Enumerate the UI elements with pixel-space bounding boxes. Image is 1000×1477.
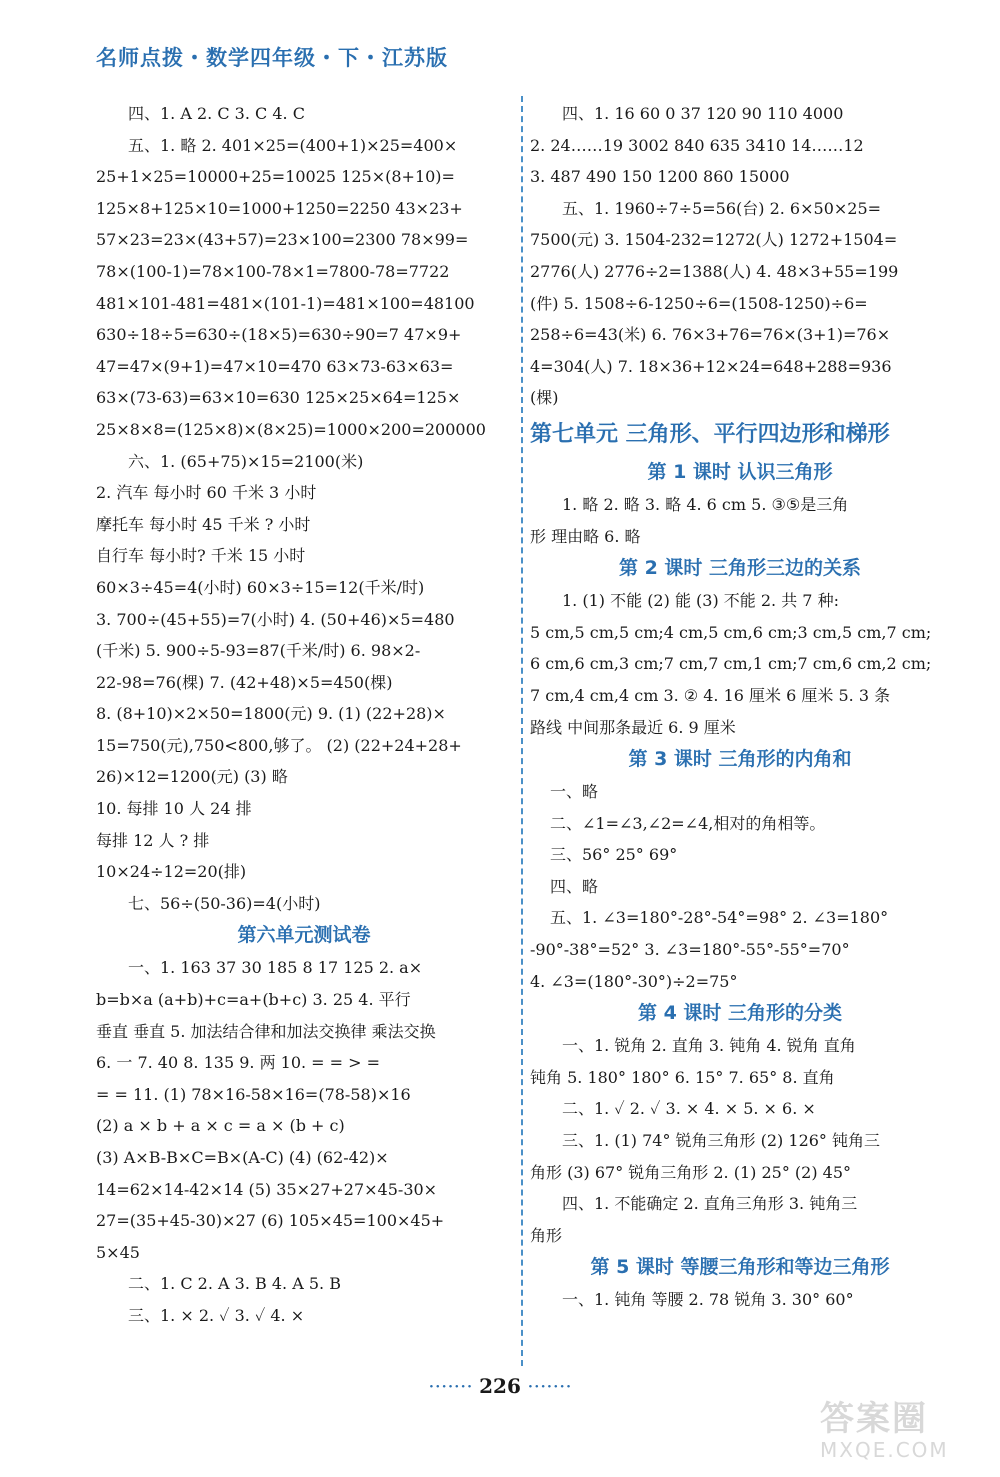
answer-line: 五、1. ∠3=180°-28°-54°=98° 2. ∠3=180° [550, 908, 889, 928]
answer-line: 一、1. 163 37 30 185 8 17 125 2. a× [128, 958, 423, 978]
answer-line: 3. 487 490 150 1200 860 15000 [530, 167, 790, 187]
answer-line: 1. 略 2. 略 3. 略 4. 6 cm 5. ③⑤是三角 [562, 494, 849, 514]
answer-line: 四、1. A 2. C 3. C 4. C [128, 104, 305, 123]
watermark-title: 答案圈 [820, 1399, 928, 1439]
answer-line: 三、1. × 2. ✓ 3. ✓ 4. × [128, 1305, 305, 1325]
answer-line: 1. (1) 不能 (2) 能 (3) 不能 2. 共 7 种: [562, 591, 839, 611]
answer-line: 一、1. 锐角 2. 直角 3. 钝角 4. 锐角 直角 [562, 1036, 856, 1056]
footer-dots-right: ······· [527, 1374, 572, 1398]
answer-line: 垂直 垂直 5. 加法结合律和加法交换律 乘法交换 [96, 1021, 436, 1041]
answer-line: 26)×12=1200(元) (3) 略 [96, 767, 288, 787]
unit-heading: 第七单元 三角形、平行四边形和梯形 [530, 421, 890, 447]
answer-line: (千米) 5. 900÷5-93=87(千米/时) 6. 98×2- [96, 641, 421, 661]
answer-line: 四、1. 不能确定 2. 直角三角形 3. 钝角三 [562, 1194, 858, 1214]
answer-line: 四、略 [550, 876, 599, 896]
answer-line: 78×(100-1)=78×100-78×1=7800-78=7722 [96, 261, 450, 281]
answer-line: 15=750(元),750<800,够了。 (2) (22+24+28+ [96, 735, 462, 755]
page-footer [0, 1374, 1000, 1398]
answer-line: 4=304(人) 7. 18×36+12×24=648+288=936 [530, 356, 892, 376]
answer-line: (件) 5. 1508÷6-1250÷6=(1508-1250)÷6= [530, 293, 868, 313]
answer-line: 二、1. ✓ 2. ✓ 3. × 4. × 5. × 6. × [562, 1099, 816, 1119]
page-header: 名师点拨・数学四年级・下・江苏版 [96, 46, 448, 70]
answer-line: 8. (8+10)×2×50=1800(元) 9. (1) (22+28)× [96, 704, 446, 724]
answer-line: 27=(35+45-30)×27 (6) 105×45=100×45+ [96, 1211, 445, 1231]
footer-dots-left: ······· [428, 1374, 473, 1398]
section-heading: 第 4 课时 三角形的分类 [637, 1002, 843, 1025]
answer-line: 五、1. 略 2. 401×25=(400+1)×25=400× [128, 135, 458, 155]
answer-line: (棵) [530, 388, 559, 408]
answer-line: 七、56÷(50-36)=4(小时) [128, 893, 321, 913]
answer-line: = = 11. (1) 78×16-58×16=(78-58)×16 [96, 1084, 411, 1104]
answer-line: 25+1×25=10000+25=10025 125×(8+10)= [96, 167, 455, 187]
answer-line: 摩托车 每小时 45 千米 ? 小时 [96, 514, 311, 534]
answer-line: (2) a × b + a × c = a × (b + c) [96, 1116, 345, 1136]
answer-line: 7500(元) 3. 1504-232=1272(人) 1272+1504= [530, 230, 898, 250]
answer-line: 22-98=76(棵) 7. (42+48)×5=450(棵) [96, 672, 393, 692]
page-number: 226 [479, 1374, 521, 1398]
answer-line: 25×8×8=(125×8)×(8×25)=1000×200=200000 [96, 419, 486, 439]
answer-line: 五、1. 1960÷7÷5=56(台) 2. 6×50×25= [562, 198, 882, 218]
answer-line: 481×101-481=481×(101-1)=481×100=48100 [96, 293, 475, 313]
answer-line: 63×(73-63)=63×10=630 125×25×64=125× [96, 388, 461, 408]
answer-line: 每排 12 人 ? 排 [96, 830, 210, 850]
answer-line: 7 cm,4 cm,4 cm 3. ② 4. 16 厘米 6 厘米 5. 3 条 [530, 685, 891, 705]
answer-line: 一、略 [550, 782, 599, 802]
answer-line: 5 cm,5 cm,5 cm;4 cm,5 cm,6 cm;3 cm,5 cm,7 cm; [530, 622, 932, 642]
answer-line: 六、1. (65+75)×15=2100(米) [128, 451, 364, 471]
answer-line: 3. 700÷(45+55)=7(小时) 4. (50+46)×5=480 [96, 609, 455, 629]
answer-line: 二、∠1=∠3,∠2=∠4,相对的角相等。 [550, 813, 826, 833]
answer-line: 一、1. 钝角 等腰 2. 78 锐角 3. 30° 60° [562, 1290, 854, 1310]
answer-line: 5×45 [96, 1242, 140, 1262]
answer-line: 路线 中间那条最近 6. 9 厘米 [530, 717, 736, 737]
answer-line: 钝角 5. 180° 180° 6. 15° 7. 65° 8. 直角 [530, 1067, 835, 1087]
answer-line: 角形 [530, 1225, 563, 1245]
answer-line: 47=47×(9+1)=47×10=470 63×73-63×63= [96, 356, 454, 376]
column-divider [521, 96, 523, 1366]
answer-line: 二、1. C 2. A 3. B 4. A 5. B [128, 1274, 341, 1294]
answer-line: b=b×a (a+b)+c=a+(b+c) 3. 25 4. 平行 [96, 990, 411, 1010]
watermark-logo [820, 1400, 980, 1466]
answer-line: 258÷6=43(米) 6. 76×3+76=76×(3+1)=76× [530, 325, 891, 345]
answer-line: 57×23=23×(43+57)=23×100=2300 78×99= [96, 230, 469, 250]
answer-line: 2. 24……19 3002 840 635 3410 14……12 [530, 135, 864, 155]
answer-line: 10. 每排 10 人 24 排 [96, 799, 252, 819]
answer-line: 14=62×14-42×14 (5) 35×27+27×45-30× [96, 1179, 438, 1199]
answer-line: 角形 (3) 67° 锐角三角形 2. (1) 25° (2) 45° [530, 1162, 852, 1182]
answer-line: 125×8+125×10=1000+1250=2250 43×23+ [96, 198, 463, 218]
section-heading: 第 5 课时 等腰三角形和等边三角形 [590, 1256, 890, 1279]
section-heading: 第 3 课时 三角形的内角和 [628, 748, 852, 771]
answer-line: 四、1. 16 60 0 37 120 90 110 4000 [562, 104, 844, 123]
left-column [96, 98, 512, 1332]
right-column [530, 98, 950, 1316]
answer-line: 6 cm,6 cm,3 cm;7 cm,7 cm,1 cm;7 cm,6 cm,2 cm; [530, 654, 932, 674]
answer-line: 6. 一 7. 40 8. 135 9. 两 10. = = > = [96, 1053, 381, 1073]
answer-line: 4. ∠3=(180°-30°)÷2=75° [530, 971, 738, 991]
section-heading: 第六单元测试卷 [237, 924, 371, 947]
answer-line: 2. 汽车 每小时 60 千米 3 小时 [96, 483, 317, 503]
answer-line: 2776(人) 2776÷2=1388(人) 4. 48×3+55=199 [530, 261, 899, 281]
answer-line: 630÷18÷5=630÷(18×5)=630÷90=7 47×9+ [96, 325, 462, 345]
answer-line: 10×24÷12=20(排) [96, 862, 247, 882]
answer-line: (3) A×B-B×C=B×(A-C) (4) (62-42)× [96, 1148, 389, 1167]
answer-line: -90°-38°=52° 3. ∠3=180°-55°-55°=70° [530, 940, 850, 960]
watermark-url: MXQE.COM [820, 1438, 949, 1462]
answer-line: 形 理由略 6. 略 [530, 526, 641, 546]
answer-line: 60×3÷45=4(小时) 60×3÷15=12(千米/时) [96, 577, 425, 597]
section-heading: 第 2 课时 三角形三边的关系 [618, 557, 862, 580]
answer-line: 三、1. (1) 74° 锐角三角形 (2) 126° 钝角三 [562, 1131, 881, 1151]
answer-line: 三、56° 25° 69° [550, 845, 678, 865]
section-heading: 第 1 课时 认识三角形 [647, 460, 833, 483]
answer-line: 自行车 每小时? 千米 15 小时 [96, 546, 306, 566]
